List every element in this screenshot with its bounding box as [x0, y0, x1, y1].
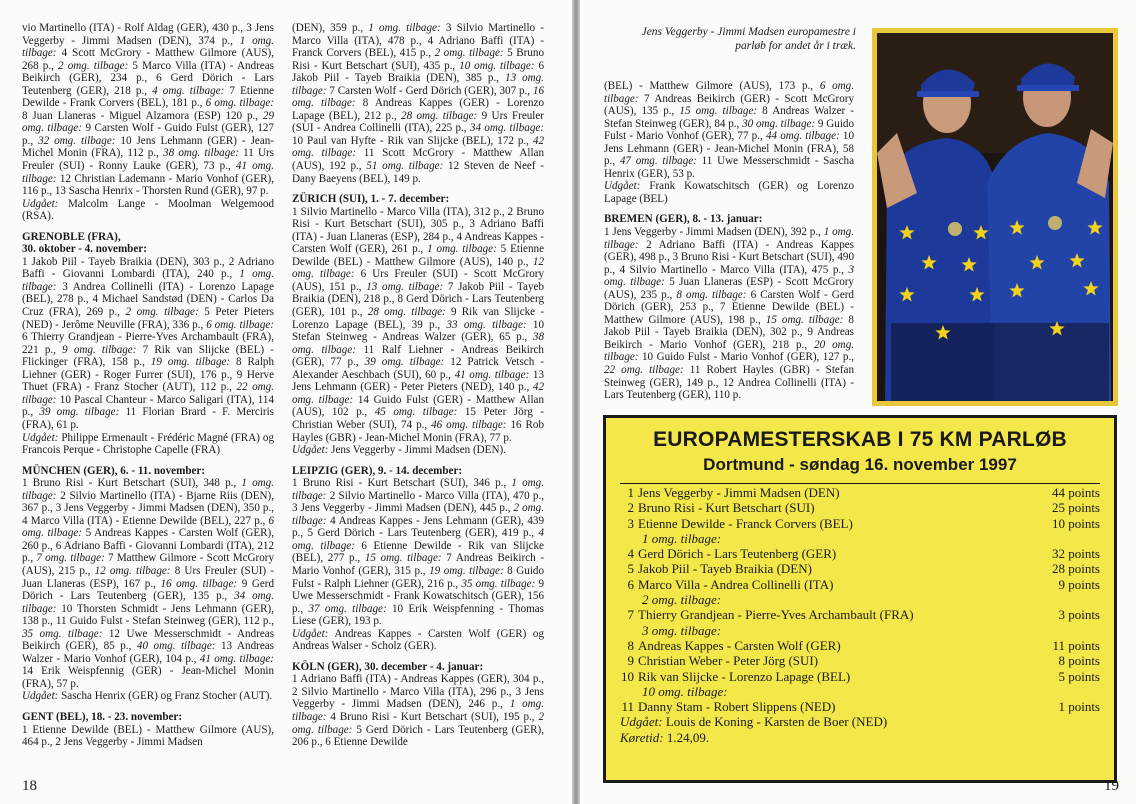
page-number-right: 19 — [1104, 778, 1119, 794]
cyclists-photo-image — [877, 33, 1113, 401]
team-name: Andreas Kappes - Carsten Wolf (GER) — [638, 637, 841, 653]
points: 25 points — [1051, 500, 1100, 516]
results-paragraph: 1 Jens Veggerby - Jimmi Madsen (DEN), 392 p., 1 omg. tilbage: 2 Adriano Baffi (ITA) - Andreas Kappes (GER), 498 p., 3 Bruno Risi - Kurt Betschart (SUI), 490 p., 4 Silvio Martinello - Marco Villa (ITA), 475 p., 3 omg. tilbage: 5 Juan Llaneras (ESP) - Scott McGrory (AUS), 235 p., 8 omg. tilbage: 6 Carsten Wolf - Gerd Dörich (GER), 253 p., 7 Etienne Dewilde (BEL) - Matthew Gilmore (AUS), 198 p., 15 omg. tilbage: 8 Jakob Piil - Tayeb Braikia (DEN), 302 p., 9 Andreas Beikirch - Mario Vonhof (GER), 218 p., 20 omg. tilbage: 10 Guido Fulst - Mario Vonhof (GER), 127 p., 22 omg. tilbage: 11 Robert Hayles (GBR) - Stefan Steinweg (GER), 149 p., 12 Andrea Collinelli (ITA) - Lars Teutenberg (GER), 110 p. — [604, 226, 854, 402]
points: 8 points — [1058, 653, 1100, 669]
points: 5 points — [1058, 668, 1100, 684]
points: 1 points — [1058, 699, 1100, 715]
rank: 4 — [627, 546, 634, 562]
group-label-text: 2 omg. tilbage: — [642, 592, 722, 608]
rank: 11 — [621, 699, 634, 715]
results-row — [620, 653, 1100, 668]
dnf-line: Udgået: Andreas Kappes - Carsten Wolf (GER) og Andreas Walser - Scholz (GER). — [292, 627, 544, 653]
results-group-label — [620, 592, 1100, 607]
results-row — [620, 546, 1100, 561]
group-label-text: 1 omg. tilbage: — [642, 530, 722, 546]
team-name: Bruno Risi - Kurt Betschart (SUI) — [638, 500, 815, 516]
points: 3 points — [1058, 607, 1100, 623]
results-table — [620, 485, 1100, 714]
points: 32 points — [1051, 546, 1100, 562]
rank: 3 — [627, 515, 634, 531]
section-heading: BREMEN (GER), 8. - 13. januar: — [604, 213, 763, 226]
results-group-label — [620, 623, 1100, 638]
right-column — [604, 80, 854, 410]
results-paragraph: 1 Bruno Risi - Kurt Betschart (SUI), 346 p., 1 omg. tilbage: 2 Silvio Martinello - Marco Villa (ITA), 470 p., 3 Jens Veggerby - Jimmi Madsen (DEN), 445 p., 2 omg. tilbage: 4 Andreas Kappes - Jens Lehmann (GER), 439 p., 5 Gerd Dörich - Lars Teutenberg (GER), 419 p., 4 omg. tilbage: 6 Etienne Dewilde - Rik van Slijcke (BEL), 277 p., 15 omg. tilbage: 7 Andreas Beikirch - Mario Vonhof (GER), 315 p., 19 omg. tilbage: 8 Guido Fulst - Ralph Liehner (GER), 216 p., 35 omg. tilbage: 9 Uwe Messerschmidt - Frank Kowatschitsch (GER), 156 p., 37 omg. tilbage: 10 Erik Weispfenning - Thomas Liese (GER), 193 p. — [292, 477, 544, 628]
results-paragraph: 1 Bruno Risi - Kurt Betschart (SUI), 348 p., 1 omg. tilbage: 2 Silvio Martinello (ITA) - Bjarne Riis (DEN), 367 p., 3 Jens Veggerby - Jimmi Madsen (DEN), 350 p., 4 Marco Villa (ITA) - Etienne Dewilde (BEL), 227 p., 6 omg. tilbage: 5 Andreas Kappes - Carsten Wolf (GER), 260 p., 6 Adriano Baffi - Giovanni Lombardi (ITA), 212 p., 7 omg. tilbage: 7 Matthew Gilmore - Scott McGrory (AUS), 215 p., 12 omg. tilbage: 8 Urs Freuler (SUI) - Juan Llaneras (ESP), 167 p., 16 omg. tilbage: 9 Gerd Dörich - Lars Teutenberg (GER), 135 p., 34 omg. tilbage: 10 Thorsten Schmidt - Jens Lehmann (GER), 138 p., 11 Guido Fulst - Stefan Steinweg (GER), 112 p., 35 omg. tilbage: 12 Uwe Messerschmidt - Andreas Beikirch (GER), 85 p., 40 omg. tilbage: 13 Andreas Walzer - Mario Vonhof (GER), 104 p., 41 omg. tilbage: 14 Erik Weispfennig (GER) - Jean-Michel Monin (FRA), 57 p. — [22, 477, 274, 690]
dnf-line: Udgået: Jens Veggerby - Jimmi Madsen (DEN). — [292, 444, 506, 457]
dnf-line: Udgået: Malcolm Lange - Moolman Welgemood (RSA). — [22, 197, 274, 223]
points: 44 points — [1051, 485, 1100, 500]
group-label-text: 3 omg. tilbage: — [642, 622, 722, 638]
results-row — [620, 561, 1100, 576]
dnf-line: Udgået: Frank Kowatschitsch (GER) og Lorenzo Lapage (BEL) — [604, 180, 854, 205]
results-paragraph: 1 Adriano Baffi (ITA) - Andreas Kappes (GER), 304 p., 2 Silvio Martinello - Marco Villa (ITA), 296 p., 3 Jens Veggerby - Jimmi Madsen (DEN), 246 p., 1 omg. tilbage: 4 Bruno Risi - Kurt Betschart (SUI), 195 p., 2 omg. tilbage: 5 Gerd Dörich - Lars Teutenberg (GER), 206 p., 6 Etienne Dewilde — [292, 673, 544, 749]
group-label-text: 10 omg. tilbage: — [642, 683, 728, 699]
team-name: Gerd Dörich - Lars Teutenberg (GER) — [638, 546, 837, 562]
team-name: Jens Veggerby - Jimmi Madsen (DEN) — [638, 485, 840, 500]
section-heading: GENT (BEL), 18. - 23. november: — [22, 710, 183, 723]
results-paragraph: (BEL) - Matthew Gilmore (AUS), 173 p., 6 omg. tilbage: 7 Andreas Beikirch (GER) - Scott McGrory (AUS), 135 p., 15 omg. tilbage: 8 Andreas Walzer - Stefan Steinweg (GER), 84 p., 30 omg. tilbage: 9 Guido Fulst - Mario Vonhof (GER), 77 p., 44 omg. tilbage: 10 Jens Lehmann (GER) - Jean-Michel Monin (FRA), 58 p., 47 omg. tilbage: 11 Uwe Messerschmidt - Sascha Henrix (GER), 53 p. — [604, 80, 854, 180]
results-row — [620, 607, 1100, 622]
section-heading: GRENOBLE (FRA), — [22, 230, 121, 243]
section-heading: 30. oktober - 4. november: — [22, 243, 147, 256]
section-heading: KÖLN (GER), 30. december - 4. januar: — [292, 660, 484, 673]
results-row — [620, 577, 1100, 592]
results-group-label — [620, 684, 1100, 699]
results-paragraph: 1 Jakob Piil - Tayeb Braikia (DEN), 303 p., 2 Adriano Baffi - Giovanni Lombardi (ITA), 240 p., 1 omg. tilbage: 3 Andrea Collinelli (ITA) - Lorenzo Lapage (BEL), 278 p., 4 Michael Sandstød (DEN) - Carlos Da Cruz (FRA), 269 p., 2 omg. tilbage: 5 Peter Pieters (NED) - Jerôme Neuville (FRA), 336 p., 6 omg. tilbage: 6 Thierry Grandjean - Pierre-Yves Archambault (FRA), 221 p., 9 omg. tilbage: 7 Rik van Slijcke (BEL) - Flickinger (FRA), 158 p., 19 omg. tilbage: 8 Ralph Liehner (GER) - Roger Furrer (SUI), 176 p., 9 Herve Thuet (FRA) - Franz Stocher (AUT), 112 p., 22 omg. tilbage: 10 Pascal Chanteur - Marco Saligari (ITA), 114 p., 39 omg. tilbage: 11 Florian Brard - F. Merciris (FRA), 61 p. — [22, 255, 274, 431]
results-row — [620, 669, 1100, 684]
dnf-line: Udgået: Philippe Ermenault - Frédéric Magné (FRA) og Francois Perque - Christophe Capelle (FRA) — [22, 431, 274, 457]
section-heading: ZÜRICH (SUI), 1. - 7. december: — [292, 193, 450, 206]
section-heading: MÜNCHEN (GER), 6. - 11. november: — [22, 464, 206, 477]
results-row — [620, 500, 1100, 515]
left-column-2 — [292, 22, 544, 797]
team-name: Marco Villa - Andrea Collinelli (ITA) — [638, 576, 834, 592]
points: 28 points — [1051, 561, 1100, 577]
team-name: Jakob Piil - Tayeb Braikia (DEN) — [638, 561, 812, 577]
rank: 5 — [627, 561, 634, 577]
results-row — [620, 638, 1100, 653]
rank: 10 — [621, 668, 634, 684]
rank: 8 — [627, 637, 634, 653]
section-heading: LEIPZIG (GER), 9. - 14. december: — [292, 464, 463, 477]
cyclists-photo — [872, 28, 1118, 406]
rank: 9 — [627, 653, 634, 669]
rank: 6 — [627, 576, 634, 592]
results-subtitle: Dortmund - søndag 16. november 1997 — [703, 455, 1017, 474]
results-dnf: Udgået: Louis de Koning - Karsten de Boer (NED) — [620, 714, 888, 730]
results-row — [620, 485, 1100, 500]
team-name: Christian Weber - Peter Jörg (SUI) — [638, 653, 819, 669]
team-name: Thierry Grandjean - Pierre-Yves Archambault (FRA) — [638, 607, 914, 623]
results-divider — [620, 483, 1100, 484]
results-title: EUROPAMESTERSKAB I 75 KM PARLØB — [653, 428, 1067, 451]
results-group-label — [620, 531, 1100, 546]
team-name: Rik van Slijcke - Lorenzo Lapage (BEL) — [638, 668, 851, 684]
left-column-1 — [22, 22, 274, 767]
rank: 2 — [627, 500, 634, 516]
dnf-line: Udgået: Sascha Henrix (GER) og Franz Stocher (AUT). — [22, 690, 273, 703]
championship-results-box — [603, 415, 1117, 783]
page-number-left: 18 — [22, 778, 37, 794]
results-paragraph: (DEN), 359 p., 1 omg. tilbage: 3 Silvio Martinello - Marco Villa (ITA), 478 p., 4 Adriano Baffi (ITA) - Franck Corvers (BEL), 415 p., 2 omg. tilbage: 5 Bruno Risi - Kurt Betschart (SUI), 435 p., 10 omg. tilbage: 6 Jakob Piil - Tayeb Braikia (DEN), 385 p., 13 omg. tilbage: 7 Carsten Wolf - Gerd Dörich (GER), 307 p., 16 omg. tilbage: 8 Andreas Kappes (GER) - Lorenzo Lapage (BEL), 212 p., 28 omg. tilbage: 9 Urs Freuler (SUI - Andrea Collinelli (ITA), 225 p., 34 omg. tilbage: 10 Paul van Hyfte - Rik van Slijcke (BEL), 172 p., 42 omg. tilbage: 11 Scott McGrory - Matthew Allan (AUS), 192 p., 51 omg. tilbage: 12 Steven de Neef - Dany Baeyens (BEL), 149 p. — [292, 22, 544, 185]
points: 11 points — [1052, 637, 1100, 653]
team-name: Danny Stam - Robert Slippens (NED) — [638, 699, 836, 715]
points: 9 points — [1058, 576, 1100, 592]
results-paragraph: vio Martinello (ITA) - Rolf Aldag (GER), 430 p., 3 Jens Veggerby - Jimmi Madsen (DEN), 374 p., 1 omg. tilbage: 4 Scott McGrory - Matthew Gilmore (AUS), 268 p., 2 omg. tilbage: 5 Marco Villa (ITA) - Andreas Beikirch (GER), 234 p., 6 Gerd Dörich - Lars Teutenberg (GER), 218 p., 4 omg. tilbage: 7 Etienne Dewilde - Frank Corvers (BEL), 181 p., 6 omg. tilbage: 8 Juan Llaneras - Miguel Alzamora (ESP) 120 p., 29 omg. tilbage: 9 Carsten Wolf - Guido Fulst (GER), 127 p., 32 omg. tilbage: 10 Jens Lehmann (GER) - Jean-Michel Monin (FRA), 112 p., 38 omg. tilbage: 11 Urs Freuler (SUI) - Ronny Lauke (GER), 73 p., 41 omg. tilbage: 12 Christian Lademann - Mario Vonhof (GER), 116 p., 13 Sascha Henrix - Thorsten Rund (GER), 97 p. — [22, 22, 274, 198]
results-paragraph: 1 Etienne Dewilde (BEL) - Matthew Gilmore (AUS), 464 p., 2 Jens Veggerby - Jimmi Madsen — [22, 723, 274, 749]
results-row — [620, 699, 1100, 714]
results-row — [620, 516, 1100, 531]
points: 10 points — [1051, 515, 1100, 531]
book-gutter — [572, 0, 580, 804]
rank: 1 — [627, 485, 634, 500]
results-race-time: Køretid: 1.24,09. — [620, 730, 710, 746]
photo-caption: Jens Veggerby - Jimmi Madsen europamestre i parløb for andet år i træk. — [641, 26, 856, 52]
rank: 7 — [627, 607, 634, 623]
results-paragraph: 1 Silvio Martinello - Marco Villa (ITA), 312 p., 2 Bruno Risi - Kurt Betschart (SUI), 305 p., 3 Adriano Baffi (ITA) - Juan Llaneras (ESP), 284 p., 4 Andreas Kappes - Carsten Wolf (GER), 261 p., 1 omg. tilbage: 5 Etienne Dewilde (BEL) - Matthew Gilmore (AUS), 140 p., 12 omg. tilbage: 6 Urs Freuler (SUI) - Scott McGrory (AUS), 151 p., 13 omg. tilbage: 7 Jakob Piil - Tayeb Braikia (DEN), 218 p., 8 Gerd Dörich - Lars Teutenberg (GER), 101 p., 28 omg. tilbage: 9 Rik van Slijcke - Lorenzo Lapage (BEL), 39 p., 33 omg. tilbage: 10 Stefan Steinweg - Andreas Walzer (GER), 65 p., 38 omg. tilbage: 11 Ralf Liehner - Andreas Beikirch (GER), 77 p., 39 omg. tilbage: 12 Patrick Vetsch - Alexander Aeschbach (SUI), 60 p., 41 omg. tilbage: 13 Jens Lehmann (GER) - Peter Pieters (NED), 140 p., 42 omg. tilbage: 14 Guido Fulst (GER) - Matthew Allan (AUS), 102 p., 45 omg. tilbage: 15 Peter Jörg - Christian Weber (SUI), 74 p., 46 omg. tilbage: 16 Rob Hayles (GBR) - Jean-Michel Monin (FRA), 77 p. — [292, 205, 544, 444]
team-name: Etienne Dewilde - Franck Corvers (BEL) — [638, 515, 853, 531]
